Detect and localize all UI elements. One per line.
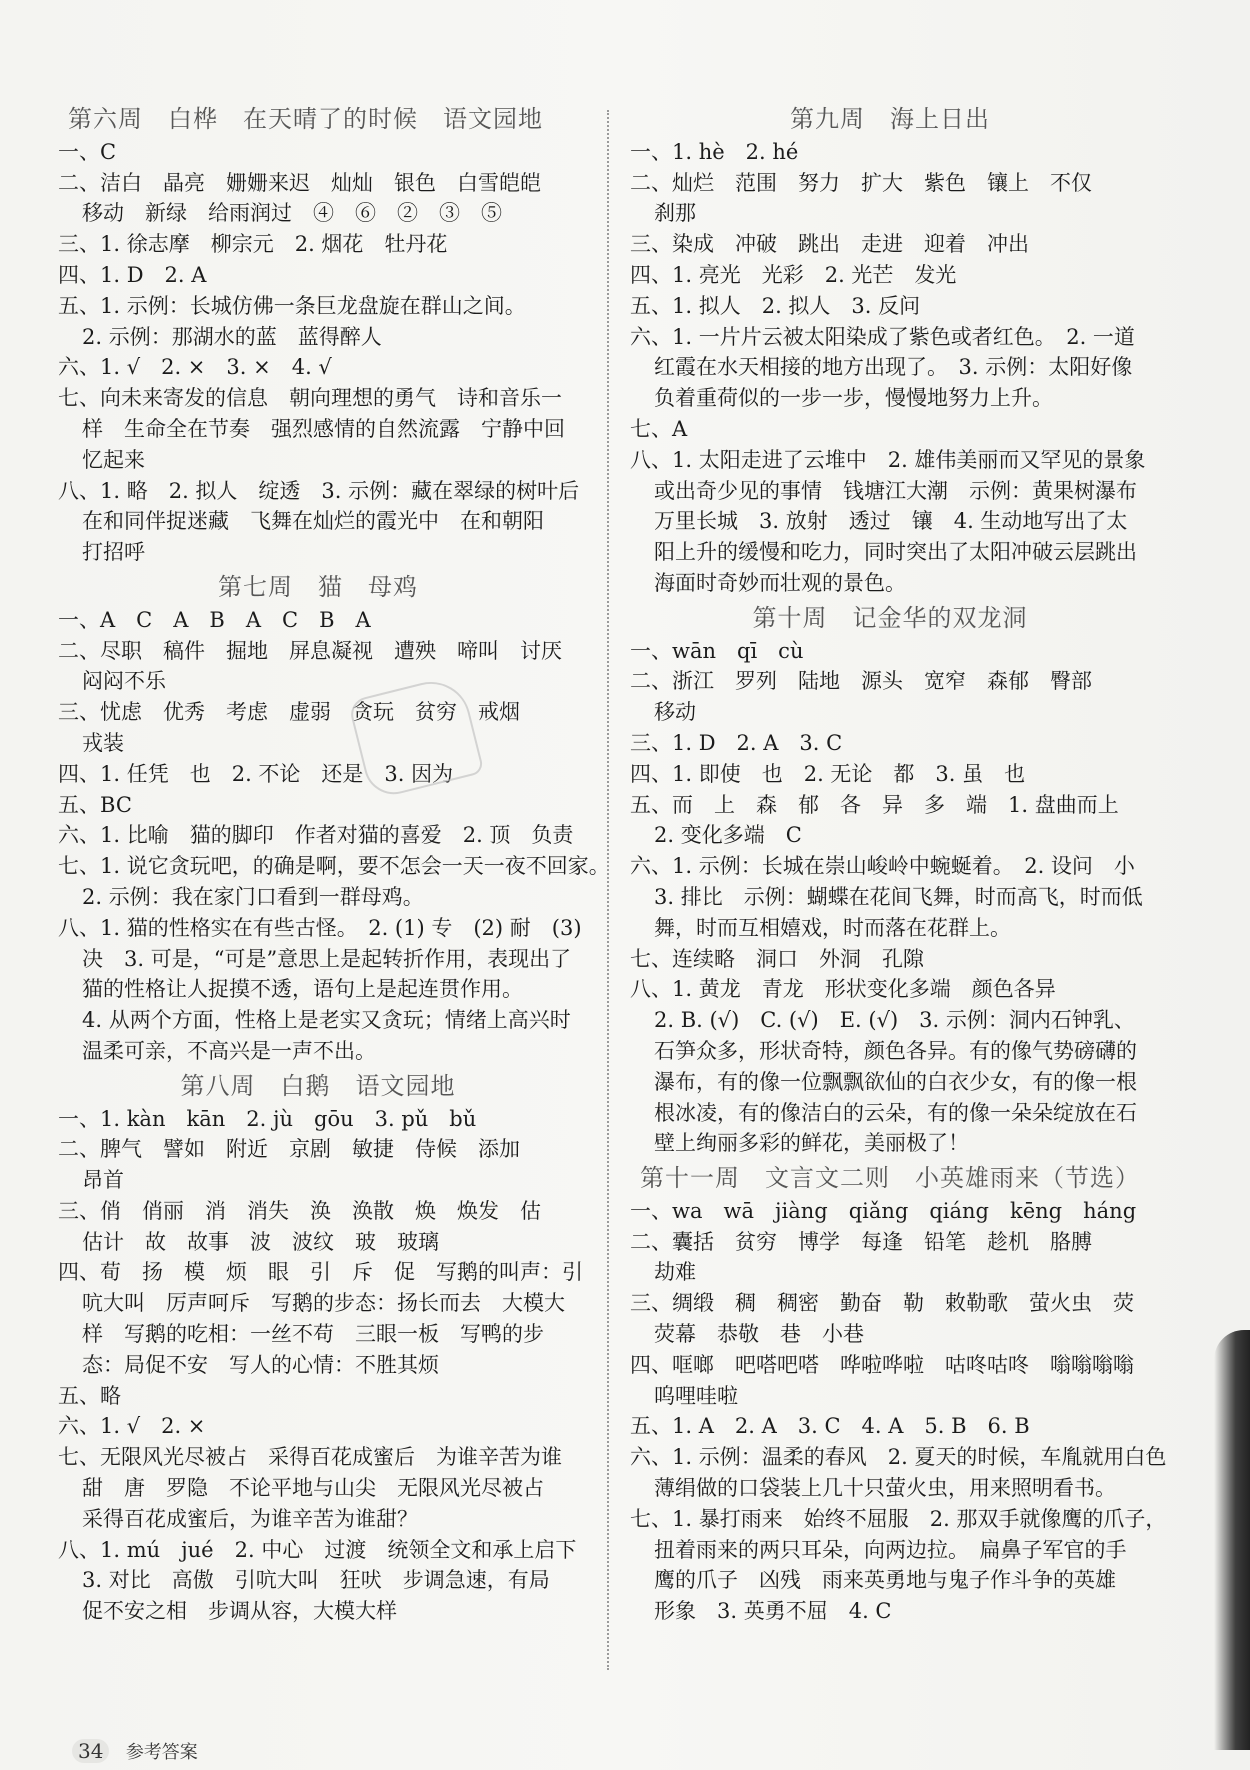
answer-line: 红霞在水天相接的地方出现了。 3. 示例：太阳好像 — [654, 355, 1133, 380]
answer-line: 七、连续略 洞口 外洞 孔隙 — [630, 946, 924, 971]
answer-line: 移动 — [654, 700, 696, 725]
answer-line: 样 写鹅的吃相：一丝不苟 三眼一板 写鸭的步 — [82, 1322, 544, 1347]
answer-line: 七、1. 说它贪玩吧，的确是啊，要不怎会一天一夜不回家。 — [58, 854, 610, 879]
answer-line: 2. 示例：那湖水的蓝 蓝得醉人 — [82, 324, 382, 349]
column-divider — [607, 110, 609, 1670]
week-heading: 第九周 海上日出 — [790, 105, 990, 133]
answer-line: 温柔可亲，不高兴是一声不出。 — [82, 1038, 376, 1063]
answer-line: 2. 变化多端 C — [654, 823, 802, 848]
answer-line: 3. 排比 示例：蝴蝶在花间飞舞，时而高飞，时而低 — [654, 884, 1143, 909]
answer-line: 六、1. 示例：温柔的春风 2. 夏天的时候，车胤就用白色 — [630, 1445, 1167, 1470]
answer-line: 在和同伴捉迷藏 飞舞在灿烂的霞光中 在和朝阳 — [82, 509, 544, 534]
week-heading: 第十周 记金华的双龙洞 — [752, 603, 1028, 632]
answer-line: 4. 从两个方面，性格上是老实又贪玩；情绪上高兴时 — [82, 1008, 571, 1033]
footer-label: 参考答案 — [125, 1742, 198, 1763]
answer-line: 移动 新绿 给雨润过 ④ ⑥ ② ③ ⑤ — [82, 201, 502, 226]
answer-line: 一、wa wā jiàng qiǎng qiáng kēng háng — [630, 1198, 1137, 1223]
answer-line: 吭大叫 厉声呵斥 写鹅的步态：扬长而去 大模大 — [82, 1291, 565, 1316]
answer-line: 五、1. 示例：长城仿佛一条巨龙盘旋在群山之间。 — [58, 293, 526, 318]
page-number: 34 — [72, 1739, 109, 1763]
answer-line: 六、1. √ 2. × — [58, 1414, 206, 1439]
answer-line: 六、1. 一片片云被太阳染成了紫色或者红色。 2. 一道 — [630, 324, 1135, 349]
answer-line: 样 生命全在节奏 强烈感情的自然流露 宁静中回 — [82, 416, 565, 441]
answer-line: 鹰的爪子 凶残 雨来英勇地与鬼子作斗争的英雄 — [654, 1568, 1116, 1593]
answer-line: 一、1. kàn kān 2. jù gōu 3. pǔ bǔ — [58, 1106, 477, 1131]
answer-line: 二、尽职 稿件 掘地 屏息凝视 遭殃 啼叫 讨厌 — [58, 638, 562, 663]
answer-line: 形象 3. 英勇不屈 4. C — [654, 1599, 892, 1624]
page-footer — [72, 1738, 198, 1764]
answer-line: 五、略 — [58, 1383, 121, 1408]
answer-line: 3. 对比 高傲 引吭大叫 狂吠 步调急速，有局 — [82, 1568, 550, 1593]
answer-line: 舞，时而互相嬉戏，时而落在花群上。 — [654, 915, 1011, 940]
answer-line: 忆起来 — [82, 447, 145, 472]
answer-line: 四、1. D 2. A — [58, 262, 207, 287]
answer-line: 三、忧虑 优秀 考虑 虚弱 贪玩 贫穷 戒烟 — [58, 700, 520, 725]
answer-line: 三、绸缎 稠 稠密 勤奋 勒 敕勒歌 萤火虫 荧 — [630, 1291, 1134, 1316]
answer-line: 四、哐啷 吧嗒吧嗒 哗啦哗啦 咕咚咕咚 嗡嗡嗡嗡 — [630, 1352, 1134, 1377]
answer-line: 五、1. 拟人 2. 拟人 3. 反问 — [630, 293, 921, 318]
answer-line: 五、1. A 2. A 3. C 4. A 5. B 6. B — [630, 1414, 1030, 1439]
answer-line: 七、向未来寄发的信息 朝向理想的勇气 诗和音乐一 — [58, 386, 562, 411]
answer-line: 决 3. 可是，“可是”意思上是起转折作用，表现出了 — [82, 946, 572, 971]
answer-line: 一、wān qī cù — [630, 638, 804, 663]
answer-line: 甜 唐 罗隐 不论平地与山尖 无限风光尽被占 — [82, 1476, 544, 1501]
answer-line: 五、而 上 森 郁 各 异 多 端 1. 盘曲而上 — [630, 792, 1119, 817]
answer-line: 六、1. 比喻 猫的脚印 作者对猫的喜爱 2. 顶 负责 — [58, 823, 574, 848]
answer-line: 2. 示例：我在家门口看到一群母鸡。 — [82, 884, 424, 909]
answer-line: 四、1. 任凭 也 2. 不论 还是 3. 因为 — [58, 761, 454, 786]
answer-line: 打招呼 — [82, 540, 145, 565]
answer-line: 二、囊括 贫穷 博学 每逢 铅笔 趁机 胳膊 — [630, 1229, 1092, 1254]
answer-line: 五、BC — [58, 792, 132, 817]
answer-line: 态：局促不安 写人的心情：不胜其烦 — [82, 1352, 439, 1377]
answer-line: 三、俏 俏丽 消 消失 涣 涣散 焕 焕发 估 — [58, 1198, 541, 1223]
answer-line: 采得百花成蜜后，为谁辛苦为谁甜？ — [82, 1506, 418, 1531]
answer-line: 三、1. 徐志摩 柳宗元 2. 烟花 牡丹花 — [58, 232, 448, 257]
answer-line: 荧幕 恭敬 巷 小巷 — [654, 1322, 864, 1347]
answer-line: 估计 故 故事 波 波纹 玻 玻璃 — [82, 1229, 439, 1254]
answer-line: 八、1. mú jué 2. 中心 过渡 统领全文和承上启下 — [58, 1537, 577, 1562]
answer-line: 闷闷不乐 — [82, 669, 166, 694]
answer-line: 万里长城 3. 放射 透过 镶 4. 生动地写出了太 — [654, 509, 1128, 534]
answer-line: 二、洁白 晶亮 姗姗来迟 灿灿 银色 白雪皑皑 — [58, 170, 541, 195]
answer-line: 石笋众多，形状奇特，颜色各异。有的像气势磅礴的 — [654, 1038, 1137, 1063]
answer-line: 呜哩哇啦 — [654, 1383, 738, 1408]
answer-line: 阳上升的缓慢和吃力，同时突出了太阳冲破云层跳出 — [654, 540, 1137, 565]
answer-line: 瀑布，有的像一位飘飘欲仙的白衣少女，有的像一根 — [654, 1069, 1137, 1094]
answer-line: 八、1. 略 2. 拟人 绽透 3. 示例：藏在翠绿的树叶后 — [58, 478, 580, 503]
answer-line: 六、1. 示例：长城在崇山峻岭中蜿蜒着。 2. 设问 小 — [630, 854, 1135, 879]
left-column — [58, 100, 610, 1627]
answer-line: 戎装 — [82, 730, 124, 755]
answer-line: 一、C — [58, 139, 117, 164]
answer-line: 二、脾气 譬如 附近 京剧 敏捷 侍候 添加 — [58, 1137, 520, 1162]
week-heading: 第六周 白桦 在天晴了的时候 语文园地 — [68, 105, 543, 133]
answer-line: 八、1. 太阳走进了云堆中 2. 雄伟美丽而又罕见的景象 — [630, 447, 1146, 472]
answer-line: 或出奇少见的事情 钱塘江大潮 示例：黄果树瀑布 — [654, 478, 1137, 503]
answer-line: 二、灿烂 范围 努力 扩大 紫色 镶上 不仅 — [630, 170, 1092, 195]
answer-line: 薄绢做的口袋装上几十只萤火虫，用来照明看书。 — [654, 1476, 1116, 1501]
answer-line: 根冰凌，有的像洁白的云朵，有的像一朵朵绽放在石 — [654, 1100, 1137, 1125]
answer-line: 三、染成 冲破 跳出 走进 迎着 冲出 — [630, 232, 1029, 257]
answer-line: 刹那 — [654, 201, 696, 226]
answer-line: 劫难 — [654, 1260, 696, 1285]
page-edge-shadow — [1214, 1330, 1250, 1750]
week-heading: 第七周 猫 母鸡 — [218, 572, 418, 601]
answer-line: 七、A — [630, 416, 688, 441]
answer-line: 四、1. 亮光 光彩 2. 光芒 发光 — [630, 262, 957, 287]
answer-line: 一、A C A B A C B A — [58, 607, 371, 632]
answer-line: 海面时奇妙而壮观的景色。 — [654, 570, 906, 595]
answer-line: 2. B. (√) C. (√) E. (√) 3. 示例：洞内石钟乳、 — [654, 1008, 1135, 1033]
answer-line: 七、无限风光尽被占 采得百花成蜜后 为谁辛苦为谁 — [58, 1445, 562, 1470]
answer-line: 八、1. 黄龙 青龙 形状变化多端 颜色各异 — [630, 977, 1056, 1002]
answer-line: 七、1. 暴打雨来 始终不屈服 2. 那双手就像鹰的爪子， — [630, 1506, 1167, 1531]
answer-line: 壁上绚丽多彩的鲜花，美丽极了！ — [654, 1131, 969, 1156]
answer-line: 猫的性格让人捉摸不透，语句上是起连贯作用。 — [82, 977, 523, 1002]
answer-line: 四、荀 扬 模 烦 眼 引 斥 促 写鹅的叫声：引 — [58, 1260, 583, 1285]
answer-line: 一、1. hè 2. hé — [630, 139, 799, 164]
answer-line: 三、1. D 2. A 3. C — [630, 730, 843, 755]
answer-line: 扭着雨来的两只耳朵，向两边拉。 扁鼻子军官的手 — [654, 1537, 1127, 1562]
answer-line: 六、1. √ 2. × 3. × 4. √ — [58, 355, 332, 380]
week-heading: 第十一周 文言文二则 小英雄雨来（节选） — [640, 1164, 1140, 1193]
right-column — [630, 100, 1167, 1627]
answer-line: 负着重荷似的一步一步，慢慢地努力上升。 — [654, 386, 1053, 411]
answer-line: 促不安之相 步调从容，大模大样 — [82, 1599, 397, 1624]
answer-line: 二、浙江 罗列 陆地 源头 宽窄 森郁 臀部 — [630, 669, 1092, 694]
answer-line: 四、1. 即使 也 2. 无论 都 3. 虽 也 — [630, 761, 1026, 786]
answer-line: 八、1. 猫的性格实在有些古怪。 2. (1) 专 (2) 耐 (3) — [58, 915, 582, 940]
week-heading: 第八周 白鹅 语文园地 — [180, 1071, 456, 1100]
answer-line: 昂首 — [82, 1168, 124, 1193]
